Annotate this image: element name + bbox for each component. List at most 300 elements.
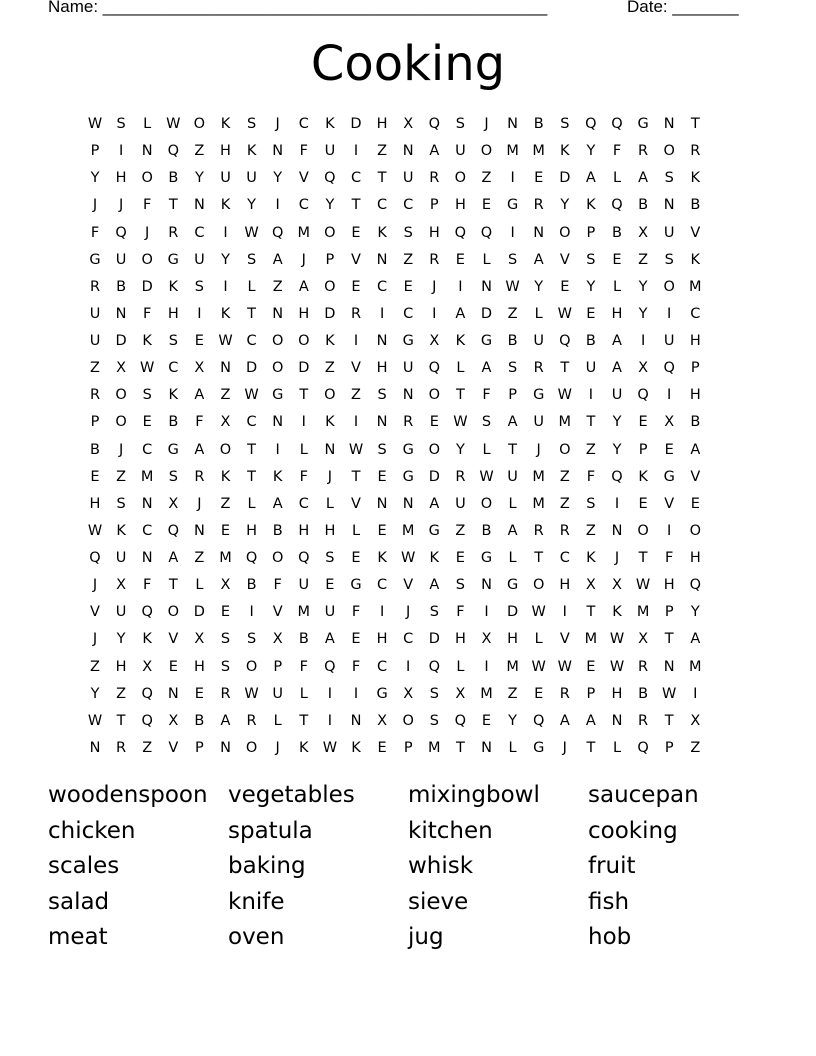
grid-letter: P [273,658,283,675]
grid-letter: E [377,739,387,756]
grid-letter: L [612,739,622,756]
grid-letter: I [379,604,385,621]
grid-letter: V [351,251,361,268]
grid-letter: S [664,251,674,268]
grid-letter: H [115,658,127,675]
grid-letter: L [143,116,152,132]
grid-letter: J [145,224,150,241]
grid-letter: S [586,495,596,512]
grid-letter: A [533,251,544,268]
grid-letter: L [299,441,308,458]
grid-letter: H [454,197,466,214]
grid-letter: U [324,143,336,160]
grid-letter: Y [90,685,100,702]
grid-letter: R [89,278,101,295]
grid-letter: J [614,550,620,566]
grid-letter: L [508,495,517,512]
grid-letter: O [219,441,232,458]
grid-letter: X [377,712,388,729]
grid-letter: P [664,604,674,621]
grid-letter: M [558,414,572,431]
grid-letter: A [585,712,596,729]
grid-letter: O [324,278,336,295]
grid-letter: N [324,441,336,458]
grid-letter: S [403,224,413,241]
grid-letter: K [377,224,387,241]
grid-letter: U [455,143,466,160]
grid-letter: Q [245,550,258,566]
grid-letter: A [272,495,283,512]
grid-letter: O [324,224,336,241]
grid-letter: Q [559,333,571,349]
grid-letter: O [167,604,179,621]
grid-letter: U [246,170,257,187]
grid-letter: G [167,441,179,458]
grid-letter: Q [663,360,675,377]
grid-letter: V [168,739,179,756]
grid-letter: X [481,631,492,648]
grid-letter: K [429,550,440,566]
grid-letter: J [562,739,567,756]
grid-letter: F [273,577,282,594]
grid-letter: B [585,333,596,349]
grid-letter: R [638,143,649,160]
grid-letter: A [429,577,440,594]
grid-letter: M [532,495,545,512]
grid-letter: Y [455,441,465,458]
grid-letter: K [351,739,361,756]
grid-letter: E [351,224,361,241]
name-field-label: Name: _______________________________________________ [48,0,548,16]
grid-letter: J [275,739,280,756]
word-list-item: oven [228,924,285,951]
grid-letter: D [559,170,571,187]
grid-letter: U [507,468,518,485]
grid-letter: A [690,631,701,648]
grid-letter: O [559,441,571,458]
grid-letter: L [299,685,308,702]
grid-letter: F [586,468,596,485]
grid-letter: H [559,577,571,594]
grid-letter: Q [141,712,153,729]
grid-letter: Z [559,495,570,512]
grid-letter: A [220,712,231,729]
grid-letter: V [690,468,701,485]
grid-letter: M [532,143,545,160]
grid-letter: Y [194,170,204,187]
grid-letter: R [220,685,231,702]
grid-letter: W [453,414,468,431]
grid-row [84,684,744,711]
grid-letter: T [168,577,178,594]
grid-letter: G [402,441,414,458]
grid-letter: K [377,550,387,566]
grid-row [84,602,744,629]
grid-letter: U [611,387,623,404]
grid-letter: U [402,360,414,377]
grid-letter: I [275,197,280,214]
grid-letter: Q [532,712,545,729]
grid-letter: V [403,577,414,594]
grid-letter: H [611,685,623,702]
grid-letter: H [220,143,231,160]
grid-letter: N [663,197,675,214]
grid-letter: T [508,441,518,458]
grid-letter: O [689,522,701,539]
grid-letter: B [246,577,257,594]
grid-letter: G [480,333,493,349]
grid-letter: H [376,631,388,648]
grid-letter: C [403,305,414,322]
grid-letter: S [429,712,439,729]
grid-letter: I [327,712,333,729]
grid-letter: N [115,305,127,322]
grid-letter: T [116,712,126,729]
grid-letter: B [272,522,283,539]
grid-letter: A [559,712,570,729]
grid-row [84,195,744,222]
grid-letter: I [667,305,672,322]
grid-letter: Q [298,550,310,566]
grid-letter: G [402,468,414,485]
grid-letter: S [142,387,152,404]
grid-letter: I [353,414,359,431]
grid-letter: M [401,522,415,539]
grid-letter: W [87,712,103,729]
word-list-item: spatula [228,817,313,844]
grid-letter: O [402,712,414,729]
grid-letter: U [663,224,675,241]
grid-row [84,223,744,250]
word-list-item: vegetables [228,782,355,808]
grid-letter: X [116,360,127,377]
grid-letter: T [247,468,257,485]
grid-row [84,657,744,684]
grid-letter: Z [638,251,649,268]
grid-letter: E [481,712,492,729]
grid-letter: L [247,278,256,295]
grid-letter: C [142,441,153,458]
grid-letter: G [663,468,675,485]
grid-letter: E [194,333,204,349]
grid-letter: D [115,333,127,349]
grid-letter: T [299,387,309,404]
grid-letter: S [481,414,492,431]
grid-letter: Y [586,143,596,160]
grid-letter: W [557,658,572,675]
grid-letter: W [662,685,677,702]
grid-letter: W [166,116,181,132]
grid-letter: I [510,170,515,187]
grid-letter: Y [90,170,100,187]
grid-letter: Y [690,604,700,621]
grid-letter: Y [221,251,230,268]
grid-letter: R [194,468,205,485]
grid-letter: E [377,522,387,539]
grid-row [84,304,744,331]
grid-letter: Z [90,658,100,675]
grid-letter: E [534,685,544,702]
grid-letter: V [559,631,570,648]
page-title: Cooking [310,36,506,92]
grid-letter: K [586,550,596,566]
grid-letter: G [376,685,388,702]
grid-letter: E [638,495,648,512]
grid-letter: I [432,305,437,322]
grid-letter: T [690,116,700,132]
word-list-item: sieve [408,888,469,915]
grid-letter: T [351,468,361,485]
grid-letter: H [507,631,519,648]
grid-letter: N [141,143,153,160]
grid-letter: C [377,197,388,214]
grid-letter: E [690,495,700,512]
grid-letter: F [351,604,361,621]
grid-letter: Z [455,522,466,539]
grid-letter: L [508,550,517,566]
grid-letter: B [168,170,179,187]
grid-letter: X [638,631,649,648]
grid-letter: H [611,305,623,322]
grid-letter: D [480,305,493,322]
grid-letter: S [664,170,674,187]
grid-letter: R [455,468,466,485]
grid-letter: S [116,116,126,132]
grid-letter: Y [116,631,126,648]
grid-letter: Y [273,170,283,187]
grid-letter: S [246,631,257,648]
grid-letter: I [484,658,489,675]
grid-letter: T [455,739,465,756]
grid-letter: C [377,278,388,295]
grid-letter: Q [167,143,179,160]
grid-letter: I [588,387,594,404]
grid-letter: X [116,577,127,594]
grid-letter: S [586,251,596,268]
grid-row [84,467,744,494]
grid-letter: S [377,387,387,404]
word-list-item: jug [408,924,444,951]
grid-letter: X [664,414,675,431]
grid-letter: G [506,577,519,594]
grid-letter: B [638,685,649,702]
grid-letter: K [246,143,257,160]
grid-letter: M [219,550,232,566]
grid-letter: O [428,441,440,458]
grid-letter: N [350,712,362,729]
grid-letter: K [220,468,231,485]
grid-letter: K [168,278,179,295]
grid-letter: O [298,333,310,349]
grid-letter: Q [271,224,284,241]
grid-letter: Q [115,224,127,241]
grid-letter: F [195,414,204,431]
grid-letter: X [403,685,414,702]
grid-letter: X [168,712,179,729]
grid-letter: L [482,251,491,268]
grid-letter: I [379,305,385,322]
grid-letter: Z [507,685,518,702]
grid-letter: E [403,278,413,295]
grid-letter: K [560,143,570,160]
grid-letter: T [586,414,596,431]
grid-letter: C [377,658,388,675]
grid-row [84,494,744,521]
grid-letter: W [505,278,520,295]
grid-letter: C [168,360,179,377]
grid-row [84,250,744,277]
grid-letter: R [533,197,544,214]
grid-letter: Q [454,712,467,729]
grid-letter: I [353,143,359,160]
word-list-item: baking [228,853,306,880]
grid-letter: H [193,658,205,675]
grid-letter: I [667,387,672,404]
grid-letter: M [506,143,519,160]
grid-letter: A [429,143,440,160]
grid-letter: C [142,522,153,539]
grid-letter: I [640,333,646,349]
grid-letter: N [663,658,675,675]
grid-letter: A [507,414,518,431]
grid-letter: U [455,495,466,512]
grid-letter: V [168,631,179,648]
grid-letter: J [301,251,306,268]
grid-letter: G [533,739,545,756]
grid-letter: G [428,522,440,539]
word-list-item: meat [48,924,108,951]
grid-letter: H [89,495,101,512]
grid-letter: I [353,685,359,702]
grid-letter: K [220,305,231,322]
letter-grid [84,114,744,765]
grid-letter: N [220,739,231,756]
grid-letter: E [168,658,178,675]
grid-letter: R [89,387,101,404]
grid-letter: I [562,604,567,621]
word-list-item: mixingbowl [408,782,540,808]
grid-letter: K [116,522,126,539]
grid-letter: V [351,360,361,377]
grid-letter: W [609,631,625,648]
grid-letter: W [322,739,338,756]
grid-letter: I [458,278,463,295]
grid-letter: D [350,116,362,132]
grid-letter: Q [585,116,597,132]
grid-letter: W [87,522,103,539]
grid-letter: O [480,143,493,160]
grid-letter: A [194,387,205,404]
grid-letter: H [689,550,701,566]
grid-letter: C [559,550,570,566]
grid-letter: O [532,577,545,594]
grid-letter: N [663,116,675,132]
grid-letter: O [663,143,675,160]
grid-row [84,548,744,575]
word-list-item: fruit [588,853,636,880]
grid-letter: K [325,414,335,431]
grid-letter: B [168,414,179,431]
grid-letter: X [194,631,205,648]
grid-letter: C [246,333,257,349]
grid-letter: K [325,333,335,349]
grid-letter: J [118,441,124,458]
grid-letter: W [531,604,546,621]
grid-letter: Z [377,143,388,160]
grid-letter: N [402,495,414,512]
grid-letter: Z [194,550,205,566]
grid-letter: B [690,197,701,214]
grid-letter: W [218,333,233,349]
grid-letter: I [353,333,359,349]
grid-letter: N [167,685,179,702]
grid-letter: N [376,333,388,349]
grid-letter: C [246,414,257,431]
grid-letter: V [664,495,675,512]
grid-row [84,412,744,439]
grid-letter: A [272,251,283,268]
grid-letter: O [141,170,153,187]
grid-letter: R [168,224,179,241]
grid-letter: E [142,414,152,431]
grid-letter: I [484,604,489,621]
grid-letter: C [350,170,362,187]
grid-row [84,358,744,385]
grid-letter: G [167,251,179,268]
grid-letter: S [246,116,257,132]
grid-row [84,385,744,412]
grid-letter: G [533,387,545,404]
grid-letter: P [90,414,100,431]
grid-letter: U [115,251,127,268]
grid-letter: Q [637,739,649,756]
grid-letter: S [507,360,518,377]
grid-letter: O [637,522,649,539]
grid-letter: P [638,441,648,458]
grid-letter: Y [325,197,335,214]
grid-letter: U [663,333,675,349]
grid-letter: S [220,631,231,648]
grid-letter: Z [142,739,153,756]
grid-letter: K [142,333,152,349]
grid-letter: T [168,197,178,214]
grid-letter: N [376,495,388,512]
grid-letter: A [429,495,440,512]
grid-letter: T [638,550,648,566]
grid-letter: H [376,360,388,377]
grid-letter: W [635,577,651,594]
grid-letter: P [195,739,204,756]
grid-letter: E [429,414,439,431]
grid-letter: K [690,170,701,187]
grid-letter: N [376,414,388,431]
grid-letter: C [403,197,414,214]
grid-letter: X [690,712,701,729]
grid-letter: U [324,604,336,621]
word-list-item: kitchen [408,817,493,844]
grid-letter: Z [194,143,205,160]
grid-letter: I [197,305,202,322]
grid-row [84,168,744,195]
grid-letter: Q [611,197,623,214]
grid-letter: U [585,360,597,377]
grid-letter: W [479,468,494,485]
grid-letter: W [557,305,572,322]
grid-letter: X [638,360,649,377]
grid-letter: M [689,658,702,675]
grid-letter: K [168,387,179,404]
grid-letter: J [197,495,202,512]
